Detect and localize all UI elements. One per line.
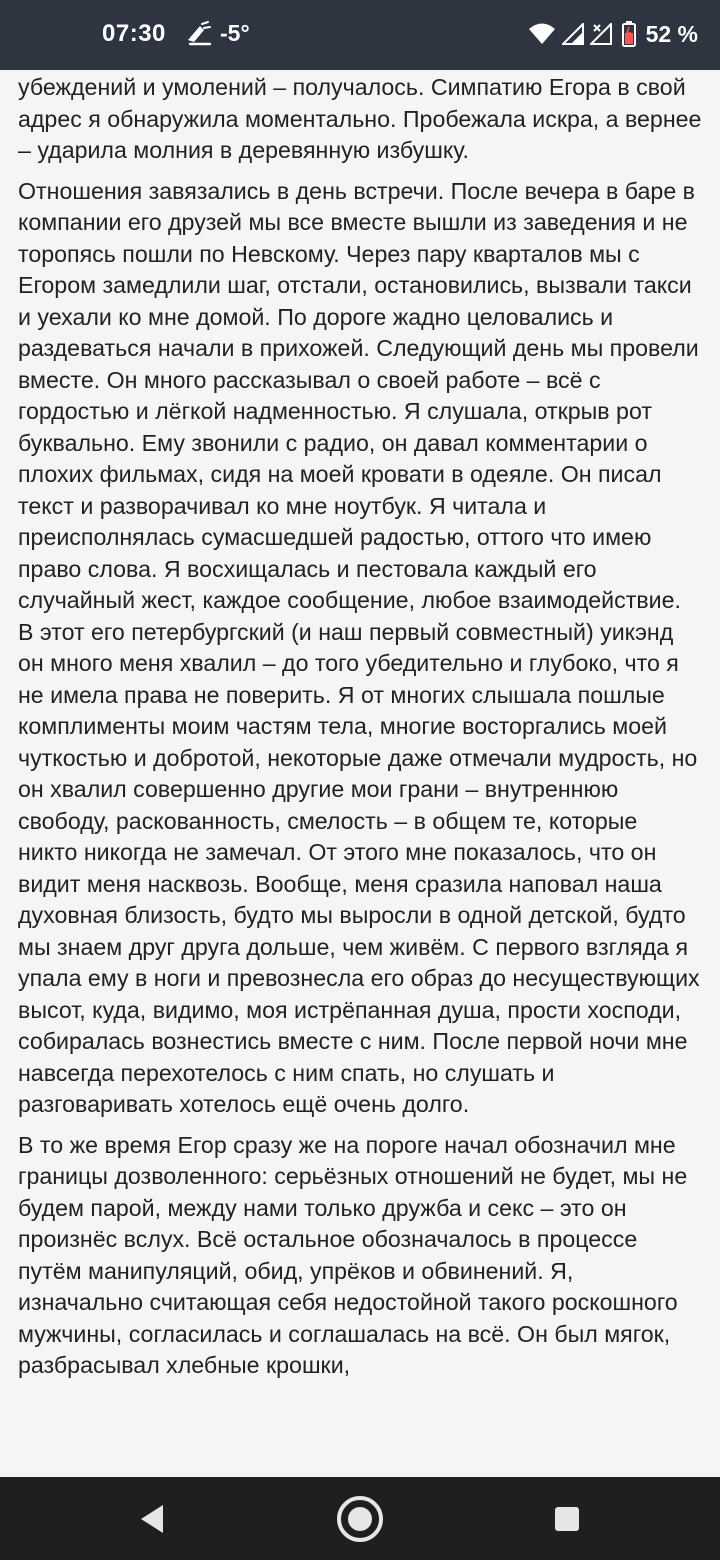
navigation-bar bbox=[0, 1477, 720, 1560]
paragraph: Отношения завязались в день встречи. После вечера в баре в компании его друзей мы все вместе вышли из заведения и не торопясь пошли по Невскому. Через пару кварталов мы с Егором замедлили шаг, отстали, остановились, вызвали такси и уехали ко мне домой. По дороге жадно целовались и раздеваться начали в прихожей. Следующий день мы провели вместе. Он много рассказывал о своей работе – всё с гордостью и лёгкой надменностью. Я слушала, открыв рот буквально. Ему звонили с радио, он давал комментарии о плохих фильмах, сидя на моей кровати в одеяле. Он писал текст и разворачивал ко мне ноутбук. Я читала и преисполнялась сумасшедшей радостью, оттого что имею право слова. Я восхищалась и пестовала каждый его случайный жест, каждое сообщение, любое взаимодействие. В этот его петербургский (и наш первый совместный) уикэнд он много меня хвалил – до того убедительно и глубоко, что я не имела права не поверить. Я от многих слышала пошлые комплименты моим частям тела, многие восторгались моей чуткостью и добротой, некоторые даже отмечали мудрость, но он хвалил совершенно другие мои грани – внутреннюю свободу, раскованность, смелость – в общем те, которые никто никогда не замечал. От этого мне показалось, что он видит меня насквозь. Вообще, меня сразила наповал наша духовная близость, будто мы выросли в одной детской, будто мы знаем друг друга дольше, чем живём. С первого взгляда я упала ему в ноги и превознесла его образ до несуществующих высот, куда, видимо, моя истрёпанная душа, прости хосподи, собиралась вознестись вместе с ним. После первой ночи мне навсегда перехотелось с ним спать, но слушать и разговаривать хотелось ещё очень долго. bbox=[18, 177, 700, 1117]
status-time: 07:30 bbox=[102, 20, 166, 47]
reader-content[interactable] bbox=[0, 70, 720, 1477]
status-bar bbox=[0, 0, 720, 70]
paragraph: убеждений и умолений – получалось. Симпатию Егора в свой адрес я обнаружила моментально. Пробежала искра, а вернее – ударила молния в деревянную избушку. bbox=[18, 74, 702, 163]
wifi-icon bbox=[528, 22, 556, 46]
back-triangle-icon[interactable] bbox=[130, 1497, 174, 1541]
paragraph: В то же время Егор сразу же на пороге начал обозначил мне границы дозволенного: серьёзных отношений не будет, мы не будем парой, между нами только дружба и секс – это он произнёс вслух. Всё остальное обозначалось в процессе путём манипуляций, обид, упрёков и обвинений. Я, изначально считающая себя недостойной такого роскошного мужчины, согласилась и соглашалась на всё. Он был мягок, разбрасывал хлебные крошки, bbox=[18, 1131, 688, 1378]
battery-level: 52 % bbox=[645, 20, 698, 47]
status-temperature: -5° bbox=[220, 20, 250, 46]
recents-square-icon[interactable] bbox=[545, 1497, 589, 1541]
battery-icon bbox=[622, 21, 636, 47]
signal-icon-secondary bbox=[590, 23, 612, 45]
snow-weather-icon bbox=[186, 20, 212, 48]
status-indicators bbox=[528, 18, 698, 50]
book-text bbox=[0, 72, 720, 1382]
signal-icon bbox=[562, 23, 584, 45]
home-circle-icon[interactable] bbox=[336, 1495, 384, 1543]
